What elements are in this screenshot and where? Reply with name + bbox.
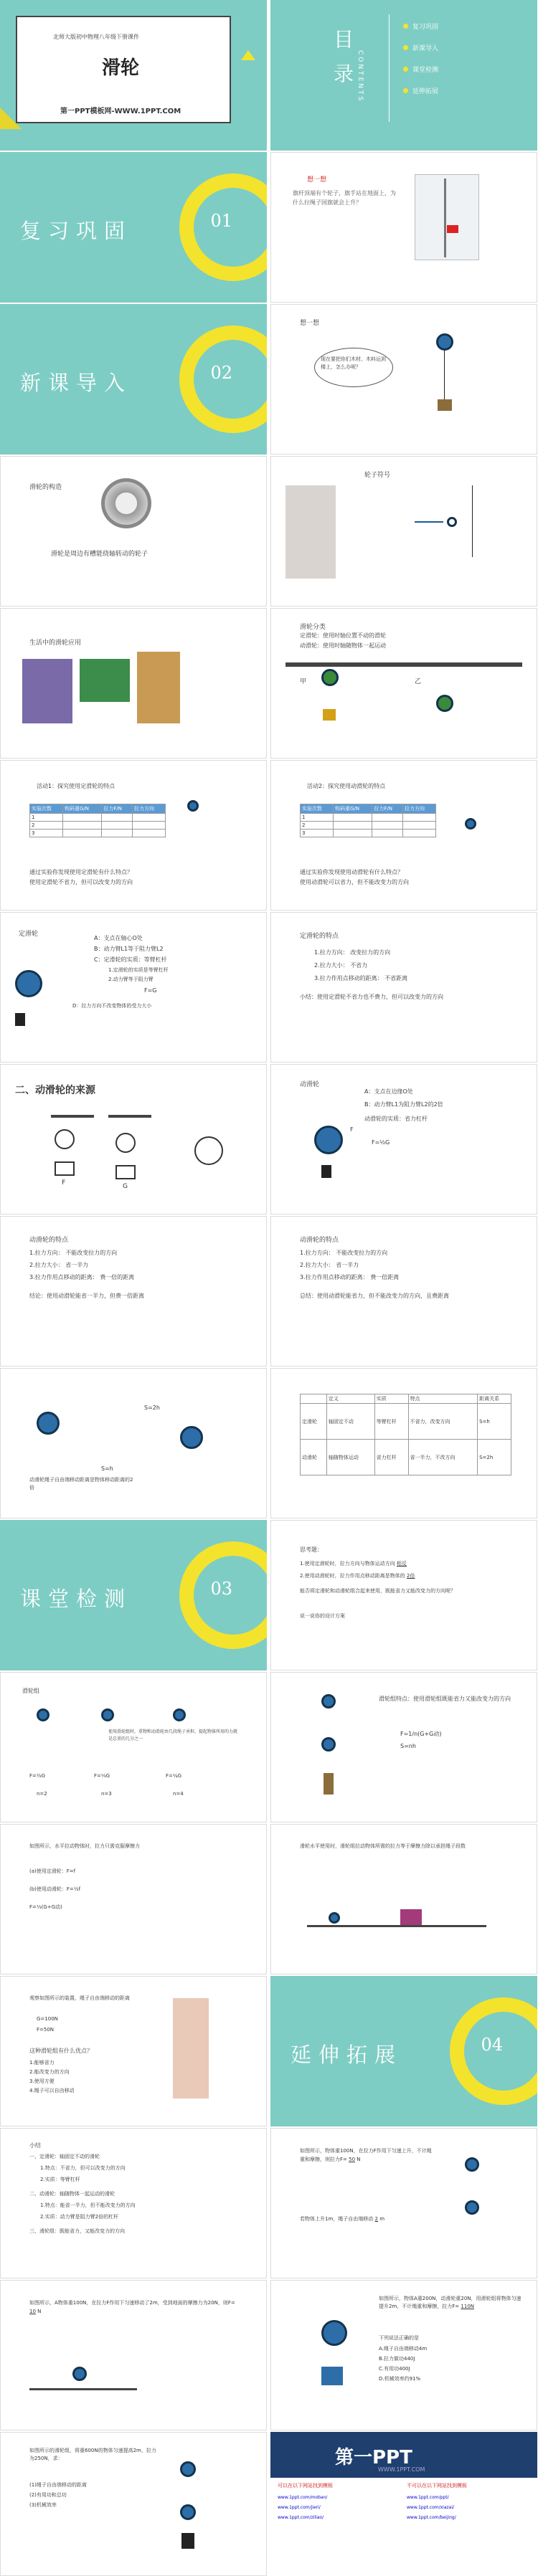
slide-heading: 小结 <box>29 2142 41 2149</box>
summary-note: 结论：使用动滑轮能省一半力，但费一倍距离 <box>29 1293 144 1299</box>
summary-3: 2.实质：等臂杠杆 <box>40 2177 80 2182</box>
rope-count-1: n=2 <box>37 1791 47 1797</box>
question-1: 1.使用定滑轮时，拉力方向与物体运动方向 相反 <box>300 1561 407 1567</box>
slide-cover[interactable] <box>0 0 267 151</box>
question-sub: 下列说法正确的是 <box>379 2335 419 2341</box>
flagpole <box>444 179 446 257</box>
ad-link[interactable]: www.1ppt.com/ppt/ <box>407 2495 449 2500</box>
pulley-icon <box>329 1912 340 1924</box>
ceiling-beam <box>285 662 522 667</box>
speech-bubble: 现在要把你们木材、木料运到楼上，怎么办呢？ <box>314 348 393 387</box>
row-13 <box>0 1824 538 1974</box>
row-5 <box>0 608 538 759</box>
description: 滑轮是周边有槽能绕轴转动的轮子 <box>51 551 148 558</box>
slide-exercise-3[interactable] <box>270 2280 537 2430</box>
row-7 <box>0 912 538 1063</box>
label-a: 甲 <box>300 678 307 685</box>
item-1: 1.拉力方向： 改变拉力的方向 <box>314 949 391 956</box>
slide-heading: 生活中的滑轮应用 <box>29 640 82 647</box>
question-4: 说一说你的设计方案 <box>300 1613 345 1619</box>
pulley-icon <box>173 1708 186 1721</box>
point-c: C：定滑轮的实质：等臂杠杆 <box>94 956 167 963</box>
distance-s2: S=h <box>101 1465 113 1472</box>
label-f: F <box>62 1179 66 1187</box>
slide-moving-origin[interactable] <box>0 1064 267 1215</box>
slide-toc[interactable] <box>270 0 537 151</box>
slide-heading: 动滑轮的特点 <box>29 1237 69 1244</box>
sub-question-1: (1)绳子自由端移动的距离 <box>29 2482 87 2488</box>
question-text: 如图所示，物体A重200N，动滑轮重20N，用滑轮组将物体匀速提升2m，不计绳重和摩擦，拉力F= 110N <box>379 2296 522 2309</box>
slide-fixed-analysis[interactable] <box>0 912 267 1063</box>
toc-item-1[interactable] <box>403 22 438 31</box>
slide-summary[interactable] <box>0 2128 267 2278</box>
symbol-pulley-icon <box>447 517 457 527</box>
label-g: G <box>123 1183 128 1190</box>
item-2: 2.拉力大小： 省一半力 <box>29 1262 89 1268</box>
slide-fixed-moving[interactable] <box>270 608 537 759</box>
row-17 <box>0 2432 538 2576</box>
pulley-icon <box>314 1126 343 1154</box>
toc-item-label: 延伸拓展 <box>412 88 439 95</box>
moving-pulley-icon <box>436 695 453 712</box>
slide-pulley-structure[interactable] <box>0 456 267 607</box>
summary-2: 1.特点：不省力，但可以改变力的方向 <box>40 2165 126 2171</box>
cover-card <box>16 16 231 123</box>
fixed-pulley-icon <box>321 669 339 686</box>
summary-note: 小结：使用定滑轮不省力也不费力，但可以改变力的方向 <box>300 994 443 1000</box>
question-text: 如图所示，A物体重100N，在拉力F作用下匀速移动了2m，受到地面的摩擦力为20N，则F= 10 N <box>29 2300 235 2314</box>
ground-line <box>307 1925 486 1927</box>
slide-think-lift[interactable] <box>270 304 537 455</box>
section-title: 课堂检测 <box>20 1587 133 1611</box>
hook-photo <box>173 1998 209 2099</box>
ad-link-area <box>270 2478 537 2576</box>
flagpole-image <box>415 174 479 260</box>
answer: 使用动滑轮可以省力，但不能改变力的方向 <box>300 879 409 885</box>
row-11 <box>0 1520 538 1670</box>
slide-heading: 定滑轮 <box>19 931 39 938</box>
slide-heading: 活动1：探究使用定滑轮的特点 <box>37 783 115 789</box>
bullet-icon <box>403 67 408 72</box>
row-9 <box>0 1216 538 1367</box>
toc-item-4[interactable] <box>403 86 438 95</box>
definition-moving: 动滑轮：使用时轴随物体一起运动 <box>300 642 386 649</box>
formula-1: F=½G <box>29 1773 46 1779</box>
answer-3: 3.使用方便 <box>29 2078 55 2084</box>
toc-item-label: 课堂检测 <box>412 67 439 74</box>
pulley-icon <box>180 2461 196 2477</box>
question: 通过实验你发现使用动滑轮有什么特点？ <box>300 869 403 875</box>
item-2: 2.拉力大小： 不省力 <box>314 962 368 969</box>
slide-moving-analysis[interactable] <box>270 1064 537 1215</box>
block-icon <box>400 1909 422 1925</box>
slide-experiment-fixed[interactable] <box>0 760 267 911</box>
cover-subtitle: 北师大版初中物理八年级下册课件 <box>53 34 139 40</box>
formula-3: F=¼G <box>166 1773 182 1779</box>
slide-ad[interactable] <box>270 2432 537 2576</box>
point-b: B：动力臂L1等于阻力臂L2 <box>94 946 164 952</box>
option-b[interactable]: B.拉力做功440J <box>379 2356 415 2362</box>
slide-heading: 轮子符号 <box>364 472 391 479</box>
slide-heading: 活动2：探究使用动滑轮的特点 <box>307 783 386 789</box>
question-text: 旗杆顶端有个轮子，旗手站在地面上，为什么拉绳子国旗就会上升？ <box>293 190 396 206</box>
group-note: 使用滑轮组时，重物和动滑轮由几段绳子承担，提起物体所用的力就是总重的几分之一 <box>108 1729 238 1741</box>
flag-icon <box>447 225 458 233</box>
section-number: 02 <box>210 363 232 383</box>
point-c2: 2.动力臂等于阻力臂 <box>108 976 154 982</box>
cover-title: 滑轮 <box>102 57 140 79</box>
answer-4: 4.绳子可以自由移动 <box>29 2088 75 2093</box>
slide-hook-question[interactable] <box>0 1976 267 2126</box>
ad-link[interactable]: www.1ppt.com/moban/ <box>278 2495 328 2500</box>
weight-icon <box>321 1165 331 1178</box>
weight-box <box>115 1165 136 1179</box>
pulley-photo <box>101 478 151 528</box>
item-1: 1.拉力方向： 不能改变拉力的方向 <box>29 1250 118 1256</box>
pulley-icon <box>180 2504 196 2520</box>
point-c1: 1.定滑轮的实质是等臂杠杆 <box>108 967 169 973</box>
weight-icon <box>15 1013 25 1026</box>
ground-line <box>29 2388 137 2390</box>
label-b: 乙 <box>415 678 422 685</box>
pulley-icon <box>187 800 199 812</box>
slide-distance[interactable] <box>0 1368 267 1518</box>
row-3 <box>0 304 538 455</box>
pulley-outline-icon <box>115 1133 136 1153</box>
pulley-icon <box>465 2200 479 2215</box>
pulley-icon <box>465 818 476 830</box>
support-beam <box>51 1115 94 1118</box>
toc-title: 目录 <box>331 29 354 98</box>
row-14 <box>0 1976 538 2126</box>
question-2: 2.使用动滑轮时，拉力作用点移动距离是物体的 2倍 <box>300 1573 415 1579</box>
section-title: 延伸拓展 <box>291 2043 403 2067</box>
bullet-icon <box>403 24 408 29</box>
pulley-icon <box>72 2367 87 2381</box>
photo-tower <box>137 652 180 723</box>
slide-heading: 思考题： <box>300 1546 323 1553</box>
distance-note: 动滑轮绳子自由端移动距离是物体移动距离的2倍 <box>29 1477 133 1491</box>
item-3: 3.拉力作用点移动的距离： 不省距离 <box>314 975 408 982</box>
support-beam-2 <box>108 1115 151 1118</box>
row-12 <box>0 1672 538 1822</box>
point-a: A：支点在边缘O处 <box>364 1088 413 1095</box>
rope-count-2: n=3 <box>101 1791 112 1797</box>
question-text: 如图所示的滑轮组，将重600N的物体匀速提高2m，拉力为250N，求： <box>29 2448 156 2461</box>
ad-col2-heading: 不可以在以下网站找到模板 <box>407 2483 467 2489</box>
pulley-icon <box>180 1426 203 1449</box>
question-text-2: 若物体上升1m，绳子自由端移动 2 m <box>300 2216 385 2222</box>
definition-fixed: 定滑轮：使用时轴位置不动的滑轮 <box>300 632 386 639</box>
answer-1: 1.能够省力 <box>29 2060 55 2066</box>
symbol-line <box>415 521 443 523</box>
item-2: 2.拉力大小： 省一半力 <box>300 1262 359 1268</box>
slide-pulley-group[interactable] <box>0 1672 267 1822</box>
data-table: 实验次数 钩码重G/N 拉力F/N 拉力方向 1 2 3 <box>300 804 436 837</box>
slide-heading: 滑轮分类 <box>300 624 326 631</box>
summary-5: 1.特点：能省一半力，但不能改变力的方向 <box>40 2202 136 2208</box>
slide-section-review[interactable] <box>0 152 267 303</box>
slide-section-test[interactable] <box>0 1520 267 1670</box>
slide-compare-table[interactable] <box>270 1368 537 1518</box>
case-a: (a)使用定滑轮：F=f <box>29 1868 76 1874</box>
row-4 <box>0 456 538 607</box>
point-b: B：动力臂L1为阻力臂L2的2倍 <box>364 1101 443 1108</box>
item-1: 1.拉力方向： 不能改变拉力的方向 <box>300 1250 388 1256</box>
slide-fixed-summary[interactable] <box>270 912 537 1063</box>
option-c[interactable]: C.有用功400J <box>379 2366 410 2372</box>
yellow-triangle <box>0 108 22 129</box>
ad-col1-heading: 可以在以下网站找到模板 <box>278 2483 333 2489</box>
photo-worker <box>22 659 72 723</box>
summary-4: 二、动滑轮：轴随物体一起运动的滑轮 <box>29 2191 115 2197</box>
slide-pulley-symbol[interactable] <box>270 456 537 607</box>
question-sub: 这种滑轮组有什么优点？ <box>29 2048 93 2054</box>
case-b: (b)使用动滑轮：F=½f <box>29 1886 81 1892</box>
point-c: 动滑轮的实质：省力杠杆 <box>364 1116 428 1122</box>
toc-divider <box>389 14 390 122</box>
slide-moving-summary-1[interactable] <box>0 1216 267 1367</box>
section-number: 01 <box>210 211 232 231</box>
row-10 <box>0 1368 538 1518</box>
pulley-icon <box>37 1412 60 1435</box>
pulley-outline-icon <box>55 1129 75 1149</box>
bullet-icon <box>403 45 408 50</box>
toc-item-3[interactable] <box>403 65 438 74</box>
weight-stack <box>324 1773 334 1795</box>
ad-link[interactable]: www.1ppt.com/xiazai/ <box>407 2505 455 2510</box>
slide-heading: 滑轮组 <box>22 1688 39 1694</box>
question-text: 如图所示，物体重100N，在拉力F作用下匀速上升，不计绳重和摩擦，则拉力F= 50 N <box>300 2148 432 2162</box>
point-a: A：支点在轴心O处 <box>94 935 143 941</box>
sub-question-2: (2)有用功和总功 <box>29 2492 67 2498</box>
pulley-icon <box>101 1708 114 1721</box>
compare-table: 定义 实质 特点 距离关系 定滑轮 轴固定不动 等臂杠杆 不省力，改变方向 S=h 动滑轮 轴随物体运动 省力杠杆 省一半力，不改方向 S=2h <box>300 1394 511 1475</box>
sub-question-3: (3)机械效率 <box>29 2502 57 2508</box>
question-text: 滑轮水平使用时，滑轮组拉动物体所需的拉力等于摩擦力除以承担绳子段数 <box>300 1843 466 1849</box>
section-title: 复习巩固 <box>20 219 133 243</box>
slide-think-flagpole[interactable] <box>270 152 537 303</box>
row-1 <box>0 0 538 151</box>
slide-exercise-2[interactable] <box>0 2280 267 2430</box>
slide-section-extend[interactable] <box>270 1976 537 2126</box>
label-f: F <box>350 1126 354 1133</box>
pulley-symbol-icon <box>194 1136 223 1165</box>
yellow-triangle-right <box>241 50 255 60</box>
row-6 <box>0 760 538 911</box>
symbol-axis <box>472 485 473 557</box>
formula: F=1/n(G+G动) <box>400 1731 442 1737</box>
slide-heading: 想一想 <box>300 320 320 327</box>
photo-crane <box>80 659 130 702</box>
given-g: G=100N <box>37 2016 58 2022</box>
pulley-icon <box>436 333 453 351</box>
row-16 <box>0 2280 538 2430</box>
pulley-icon <box>321 1694 336 1708</box>
answer-2: 2.能改变力的方向 <box>29 2069 70 2075</box>
slide-heading: 滑轮的构造 <box>29 484 62 491</box>
formula: F=G <box>144 987 157 994</box>
bullet-icon <box>403 88 408 93</box>
cover-site: 第一PPT模板网-WWW.1PPT.COM <box>60 108 181 115</box>
ad-link[interactable]: www.1ppt.com/ziliao/ <box>278 2515 324 2520</box>
section-title: 新课导入 <box>20 371 133 395</box>
weight-icon <box>181 2533 194 2549</box>
slide-heading: 想一想 <box>307 176 327 184</box>
ad-link[interactable]: www.1ppt.com/jieri/ <box>278 2505 321 2510</box>
slide-heading: 二、动滑轮的来源 <box>15 1085 95 1096</box>
pulley-icon <box>321 1737 336 1752</box>
question: 通过实验你发现使用定滑轮有什么特点？ <box>29 869 133 875</box>
option-d[interactable]: D.机械效率约91% <box>379 2376 421 2382</box>
slide-exercise-4[interactable] <box>0 2432 267 2576</box>
weight-icon <box>321 2367 343 2385</box>
row-2 <box>0 152 538 303</box>
pulley-icon <box>465 2157 479 2172</box>
question-text: 如图所示，水平拉动物体时，拉力只需克服摩擦力 <box>29 1843 140 1849</box>
formula: F=½G <box>372 1139 390 1146</box>
item-3: 3.拉力作用点移动的距离： 费一倍距离 <box>300 1274 400 1280</box>
toc-item-2[interactable] <box>403 43 438 52</box>
data-table: 实验次数 钩码重G/N 拉力F/N 拉力方向 1 2 3 <box>29 804 166 837</box>
ad-logo: 第一PPT <box>335 2447 412 2468</box>
point-d: D：拉力方向不改变物体的受力大小 <box>72 1003 152 1009</box>
slide-moving-summary-2[interactable] <box>270 1216 537 1367</box>
question-3: 能否将定滑轮和动滑轮组合起来使用，既能省力又能改变力的方向呢？ <box>300 1588 456 1594</box>
slide-exercise-1[interactable] <box>270 2128 537 2278</box>
section-number: 03 <box>210 1579 232 1599</box>
group-text: 滑轮组特点：使用滑轮组既能省力又能改变力的方向 <box>379 1696 511 1702</box>
ad-link[interactable]: www.1ppt.com/beijing/ <box>407 2515 456 2520</box>
weight-box <box>55 1161 75 1176</box>
summary-note: 总结：使用动滑轮能省力，但不能改变力的方向，且费距离 <box>300 1293 449 1299</box>
toc-item-label: 新课导入 <box>412 45 439 52</box>
option-a[interactable]: A.绳子自由端移动4m <box>379 2346 428 2352</box>
row-15 <box>0 2128 538 2278</box>
rope <box>444 351 445 401</box>
ad-url[interactable]: WWW.1PPT.COM <box>378 2466 425 2473</box>
summary-6: 2.实质：动力臂是阻力臂2倍的杠杆 <box>40 2214 119 2220</box>
row-8 <box>0 1064 538 1215</box>
slide-pulley-life[interactable] <box>0 608 267 759</box>
item-3: 3.拉力作用点移动的距离： 费一倍的距离 <box>29 1274 135 1280</box>
distance-formula: S=nh <box>400 1743 416 1749</box>
slide-experiment-moving[interactable] <box>270 760 537 911</box>
slide-horizontal-pulley[interactable] <box>270 1824 537 1974</box>
distance-s1: S=2h <box>144 1405 160 1411</box>
given-f: F=50N <box>37 2027 55 2033</box>
pulley-icon <box>37 1708 49 1721</box>
slide-pulley-group-2[interactable] <box>270 1672 537 1822</box>
slide-heading: 动滑轮的特点 <box>300 1237 339 1244</box>
toc-item-label: 复习巩固 <box>412 24 439 31</box>
question-text: 观察如图所示的装置，绳子自由端移动的距离 <box>29 1995 130 2001</box>
rope-count-3: n=4 <box>173 1791 184 1797</box>
pulley-icon <box>15 970 42 997</box>
slide-section-intro[interactable] <box>0 304 267 455</box>
slide-think-combine[interactable] <box>270 1520 537 1670</box>
slide-horizontal-friction[interactable] <box>0 1824 267 1974</box>
summary-1: 一、定滑轮：轴固定不动的滑轮 <box>29 2154 100 2159</box>
weight-icon <box>323 709 336 721</box>
summary-7: 三、滑轮组：既能省力，又能改变力的方向 <box>29 2228 125 2234</box>
formula: F=⅓(G+G动) <box>29 1904 62 1910</box>
formula-2: F=⅓G <box>94 1773 110 1779</box>
toc-en: CONTENTS <box>357 50 364 103</box>
section-number: 04 <box>481 2035 503 2055</box>
pulley-icon <box>321 2320 347 2346</box>
answer: 使用定滑轮不省力，但可以改变力的方向 <box>29 879 133 885</box>
load-icon <box>438 399 452 411</box>
slide-heading: 动滑轮 <box>300 1081 320 1088</box>
pulley-hook-photo <box>285 485 336 579</box>
slide-heading: 定滑轮的特点 <box>300 933 339 940</box>
